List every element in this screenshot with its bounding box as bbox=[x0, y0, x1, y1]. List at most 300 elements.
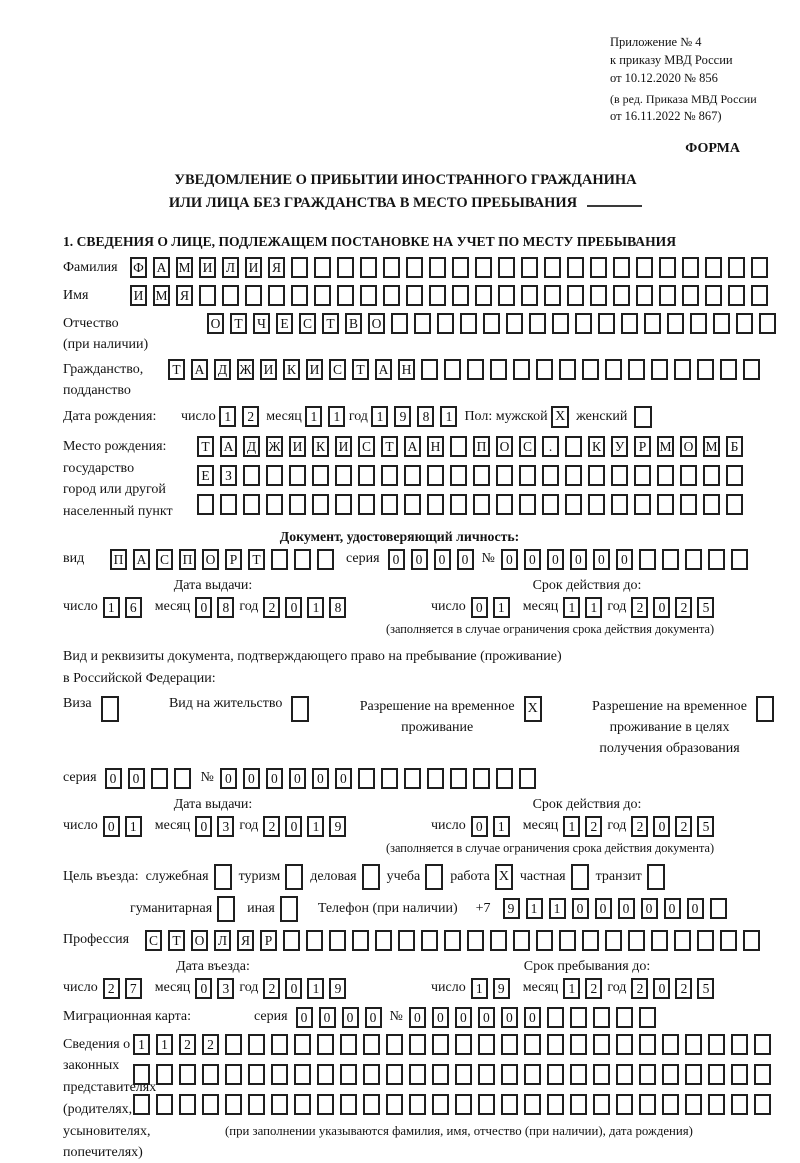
char-cell[interactable] bbox=[294, 549, 311, 570]
char-cell[interactable]: Д bbox=[214, 359, 231, 380]
char-cell[interactable] bbox=[151, 768, 168, 789]
char-cell[interactable] bbox=[335, 465, 352, 486]
char-cell[interactable]: 0 bbox=[687, 898, 704, 919]
char-cell[interactable]: 0 bbox=[285, 597, 302, 618]
char-cell[interactable] bbox=[294, 1094, 311, 1115]
char-cell[interactable] bbox=[524, 1034, 541, 1055]
char-cell[interactable] bbox=[588, 494, 605, 515]
char-cell[interactable]: Т bbox=[248, 549, 265, 570]
char-cell[interactable]: 0 bbox=[471, 597, 488, 618]
char-cell[interactable]: М bbox=[153, 285, 170, 306]
char-cell[interactable] bbox=[427, 465, 444, 486]
char-cell[interactable] bbox=[248, 1064, 265, 1085]
char-cell[interactable]: 0 bbox=[285, 978, 302, 999]
char-cell[interactable] bbox=[483, 313, 500, 334]
char-cell[interactable] bbox=[363, 1064, 380, 1085]
char-cell[interactable] bbox=[634, 465, 651, 486]
char-cell[interactable]: Т bbox=[352, 359, 369, 380]
char-cell[interactable] bbox=[450, 436, 467, 457]
char-cell[interactable]: 0 bbox=[289, 768, 306, 789]
char-cell[interactable]: 1 bbox=[585, 597, 602, 618]
char-cell[interactable] bbox=[271, 1034, 288, 1055]
char-cell[interactable] bbox=[588, 465, 605, 486]
char-cell[interactable]: 0 bbox=[434, 549, 451, 570]
char-cell[interactable] bbox=[547, 1094, 564, 1115]
char-cell[interactable] bbox=[437, 313, 454, 334]
char-cell[interactable] bbox=[674, 930, 691, 951]
char-cell[interactable]: 8 bbox=[329, 597, 346, 618]
char-cell[interactable] bbox=[383, 257, 400, 278]
char-cell[interactable]: 0 bbox=[285, 816, 302, 837]
char-cell[interactable] bbox=[751, 257, 768, 278]
char-cell[interactable]: 0 bbox=[342, 1007, 359, 1028]
char-cell[interactable]: 0 bbox=[616, 549, 633, 570]
char-cell[interactable]: Е bbox=[197, 465, 214, 486]
char-cell[interactable] bbox=[473, 768, 490, 789]
char-cell[interactable] bbox=[575, 313, 592, 334]
char-cell[interactable] bbox=[179, 1094, 196, 1115]
char-cell[interactable]: 5 bbox=[697, 978, 714, 999]
char-cell[interactable]: 2 bbox=[103, 978, 120, 999]
char-cell[interactable] bbox=[621, 313, 638, 334]
char-cell[interactable] bbox=[565, 436, 582, 457]
char-cell[interactable]: 0 bbox=[409, 1007, 426, 1028]
char-cell[interactable] bbox=[743, 359, 760, 380]
char-cell[interactable]: А bbox=[191, 359, 208, 380]
char-cell[interactable] bbox=[708, 549, 725, 570]
char-cell[interactable] bbox=[697, 359, 714, 380]
char-cell[interactable]: С bbox=[145, 930, 162, 951]
char-cell[interactable] bbox=[363, 1094, 380, 1115]
char-cell[interactable]: Н bbox=[427, 436, 444, 457]
char-cell[interactable]: А bbox=[153, 257, 170, 278]
char-cell[interactable] bbox=[662, 1094, 679, 1115]
char-cell[interactable]: . bbox=[542, 436, 559, 457]
char-cell[interactable] bbox=[636, 257, 653, 278]
char-cell[interactable] bbox=[248, 1034, 265, 1055]
char-cell[interactable]: Б bbox=[726, 436, 743, 457]
char-cell[interactable]: 0 bbox=[335, 768, 352, 789]
char-cell[interactable]: К bbox=[312, 436, 329, 457]
char-cell[interactable]: 1 bbox=[493, 816, 510, 837]
char-cell[interactable] bbox=[685, 1034, 702, 1055]
char-cell[interactable]: 1 bbox=[307, 978, 324, 999]
char-cell[interactable] bbox=[317, 1064, 334, 1085]
char-cell[interactable]: 2 bbox=[263, 978, 280, 999]
char-cell[interactable] bbox=[697, 930, 714, 951]
char-cell[interactable]: Т bbox=[322, 313, 339, 334]
sex-female-checkbox[interactable] bbox=[634, 406, 652, 428]
char-cell[interactable] bbox=[605, 359, 622, 380]
char-cell[interactable]: 0 bbox=[432, 1007, 449, 1028]
char-cell[interactable] bbox=[506, 313, 523, 334]
char-cell[interactable] bbox=[421, 930, 438, 951]
char-cell[interactable]: 0 bbox=[471, 816, 488, 837]
char-cell[interactable]: С bbox=[329, 359, 346, 380]
char-cell[interactable] bbox=[685, 1094, 702, 1115]
char-cell[interactable] bbox=[475, 257, 492, 278]
char-cell[interactable] bbox=[473, 465, 490, 486]
char-cell[interactable]: 7 bbox=[125, 978, 142, 999]
char-cell[interactable]: О bbox=[680, 436, 697, 457]
char-cell[interactable]: 0 bbox=[653, 816, 670, 837]
purpose-business-checkbox[interactable] bbox=[362, 864, 380, 890]
char-cell[interactable] bbox=[728, 257, 745, 278]
char-cell[interactable]: 9 bbox=[329, 978, 346, 999]
char-cell[interactable] bbox=[710, 898, 727, 919]
char-cell[interactable] bbox=[450, 494, 467, 515]
char-cell[interactable] bbox=[634, 494, 651, 515]
char-cell[interactable] bbox=[179, 1064, 196, 1085]
char-cell[interactable] bbox=[536, 930, 553, 951]
char-cell[interactable] bbox=[243, 465, 260, 486]
char-cell[interactable]: 3 bbox=[217, 816, 234, 837]
char-cell[interactable] bbox=[524, 1064, 541, 1085]
char-cell[interactable] bbox=[335, 494, 352, 515]
char-cell[interactable] bbox=[197, 494, 214, 515]
char-cell[interactable]: Я bbox=[176, 285, 193, 306]
char-cell[interactable]: 1 bbox=[125, 816, 142, 837]
char-cell[interactable]: 0 bbox=[319, 1007, 336, 1028]
char-cell[interactable] bbox=[513, 930, 530, 951]
temp-residence-checkbox[interactable]: X bbox=[524, 696, 542, 722]
char-cell[interactable]: 1 bbox=[219, 406, 236, 427]
char-cell[interactable]: В bbox=[345, 313, 362, 334]
char-cell[interactable] bbox=[406, 285, 423, 306]
char-cell[interactable] bbox=[391, 313, 408, 334]
char-cell[interactable] bbox=[220, 494, 237, 515]
char-cell[interactable] bbox=[271, 549, 288, 570]
char-cell[interactable] bbox=[736, 313, 753, 334]
char-cell[interactable] bbox=[685, 1064, 702, 1085]
char-cell[interactable] bbox=[381, 494, 398, 515]
char-cell[interactable] bbox=[225, 1064, 242, 1085]
char-cell[interactable] bbox=[570, 1034, 587, 1055]
char-cell[interactable] bbox=[662, 1034, 679, 1055]
char-cell[interactable] bbox=[524, 1094, 541, 1115]
char-cell[interactable]: Т bbox=[168, 359, 185, 380]
char-cell[interactable] bbox=[616, 1094, 633, 1115]
char-cell[interactable]: 1 bbox=[440, 406, 457, 427]
char-cell[interactable]: 0 bbox=[457, 549, 474, 570]
char-cell[interactable] bbox=[429, 285, 446, 306]
char-cell[interactable] bbox=[360, 285, 377, 306]
char-cell[interactable]: 9 bbox=[329, 816, 346, 837]
char-cell[interactable] bbox=[731, 1064, 748, 1085]
char-cell[interactable] bbox=[289, 494, 306, 515]
char-cell[interactable]: 1 bbox=[307, 597, 324, 618]
char-cell[interactable] bbox=[547, 1034, 564, 1055]
char-cell[interactable]: 0 bbox=[524, 1007, 541, 1028]
char-cell[interactable]: И bbox=[335, 436, 352, 457]
char-cell[interactable] bbox=[245, 285, 262, 306]
char-cell[interactable] bbox=[501, 1094, 518, 1115]
char-cell[interactable]: 1 bbox=[563, 816, 580, 837]
char-cell[interactable]: 2 bbox=[263, 597, 280, 618]
char-cell[interactable] bbox=[450, 465, 467, 486]
char-cell[interactable] bbox=[317, 549, 334, 570]
char-cell[interactable] bbox=[598, 313, 615, 334]
char-cell[interactable] bbox=[312, 494, 329, 515]
char-cell[interactable] bbox=[567, 257, 584, 278]
char-cell[interactable]: 0 bbox=[653, 978, 670, 999]
char-cell[interactable] bbox=[271, 1064, 288, 1085]
char-cell[interactable]: 6 bbox=[125, 597, 142, 618]
char-cell[interactable] bbox=[291, 257, 308, 278]
char-cell[interactable] bbox=[314, 285, 331, 306]
char-cell[interactable] bbox=[639, 1007, 656, 1028]
char-cell[interactable]: Р bbox=[634, 436, 651, 457]
char-cell[interactable] bbox=[682, 257, 699, 278]
char-cell[interactable]: 0 bbox=[365, 1007, 382, 1028]
char-cell[interactable]: 0 bbox=[312, 768, 329, 789]
char-cell[interactable] bbox=[383, 285, 400, 306]
char-cell[interactable]: З bbox=[220, 465, 237, 486]
char-cell[interactable]: 0 bbox=[220, 768, 237, 789]
char-cell[interactable]: Р bbox=[260, 930, 277, 951]
char-cell[interactable] bbox=[490, 359, 507, 380]
char-cell[interactable]: 2 bbox=[263, 816, 280, 837]
char-cell[interactable] bbox=[360, 257, 377, 278]
char-cell[interactable] bbox=[427, 768, 444, 789]
char-cell[interactable] bbox=[225, 1094, 242, 1115]
char-cell[interactable] bbox=[381, 465, 398, 486]
char-cell[interactable]: 2 bbox=[631, 597, 648, 618]
char-cell[interactable] bbox=[317, 1094, 334, 1115]
char-cell[interactable]: 1 bbox=[563, 978, 580, 999]
char-cell[interactable] bbox=[467, 359, 484, 380]
char-cell[interactable] bbox=[174, 768, 191, 789]
char-cell[interactable]: А bbox=[220, 436, 237, 457]
purpose-other-checkbox[interactable] bbox=[280, 896, 298, 922]
char-cell[interactable] bbox=[358, 494, 375, 515]
char-cell[interactable]: 1 bbox=[328, 406, 345, 427]
char-cell[interactable]: 2 bbox=[675, 978, 692, 999]
char-cell[interactable] bbox=[639, 1094, 656, 1115]
char-cell[interactable] bbox=[381, 768, 398, 789]
char-cell[interactable] bbox=[590, 257, 607, 278]
char-cell[interactable] bbox=[662, 549, 679, 570]
char-cell[interactable] bbox=[639, 1034, 656, 1055]
char-cell[interactable]: 1 bbox=[305, 406, 322, 427]
char-cell[interactable] bbox=[720, 359, 737, 380]
char-cell[interactable]: Н bbox=[398, 359, 415, 380]
char-cell[interactable] bbox=[731, 549, 748, 570]
char-cell[interactable] bbox=[519, 465, 536, 486]
char-cell[interactable] bbox=[243, 494, 260, 515]
char-cell[interactable]: 0 bbox=[547, 549, 564, 570]
char-cell[interactable] bbox=[542, 465, 559, 486]
char-cell[interactable]: С bbox=[358, 436, 375, 457]
char-cell[interactable]: П bbox=[110, 549, 127, 570]
char-cell[interactable] bbox=[314, 257, 331, 278]
char-cell[interactable] bbox=[605, 930, 622, 951]
char-cell[interactable]: 1 bbox=[526, 898, 543, 919]
char-cell[interactable] bbox=[409, 1094, 426, 1115]
char-cell[interactable]: М bbox=[176, 257, 193, 278]
char-cell[interactable]: 2 bbox=[179, 1034, 196, 1055]
char-cell[interactable]: 0 bbox=[524, 549, 541, 570]
char-cell[interactable] bbox=[613, 257, 630, 278]
char-cell[interactable]: И bbox=[260, 359, 277, 380]
char-cell[interactable]: 8 bbox=[217, 597, 234, 618]
char-cell[interactable] bbox=[713, 313, 730, 334]
char-cell[interactable]: С bbox=[156, 549, 173, 570]
char-cell[interactable]: 2 bbox=[202, 1034, 219, 1055]
char-cell[interactable] bbox=[266, 465, 283, 486]
char-cell[interactable] bbox=[133, 1064, 150, 1085]
char-cell[interactable] bbox=[674, 359, 691, 380]
char-cell[interactable]: 2 bbox=[242, 406, 259, 427]
char-cell[interactable] bbox=[202, 1094, 219, 1115]
char-cell[interactable] bbox=[225, 1034, 242, 1055]
visa-checkbox[interactable] bbox=[101, 696, 119, 722]
char-cell[interactable] bbox=[409, 1064, 426, 1085]
char-cell[interactable]: Я bbox=[237, 930, 254, 951]
char-cell[interactable]: С bbox=[519, 436, 536, 457]
char-cell[interactable] bbox=[705, 285, 722, 306]
char-cell[interactable] bbox=[529, 313, 546, 334]
char-cell[interactable] bbox=[501, 1034, 518, 1055]
char-cell[interactable]: 0 bbox=[572, 898, 589, 919]
char-cell[interactable]: К bbox=[283, 359, 300, 380]
char-cell[interactable] bbox=[726, 494, 743, 515]
char-cell[interactable] bbox=[478, 1094, 495, 1115]
char-cell[interactable]: Ф bbox=[130, 257, 147, 278]
char-cell[interactable] bbox=[657, 494, 674, 515]
purpose-transit-checkbox[interactable] bbox=[647, 864, 665, 890]
char-cell[interactable] bbox=[611, 494, 628, 515]
char-cell[interactable]: 5 bbox=[697, 816, 714, 837]
char-cell[interactable] bbox=[271, 1094, 288, 1115]
char-cell[interactable] bbox=[455, 1094, 472, 1115]
char-cell[interactable] bbox=[685, 549, 702, 570]
char-cell[interactable]: 2 bbox=[631, 978, 648, 999]
char-cell[interactable] bbox=[754, 1034, 771, 1055]
char-cell[interactable] bbox=[268, 285, 285, 306]
char-cell[interactable] bbox=[490, 930, 507, 951]
char-cell[interactable]: Т bbox=[168, 930, 185, 951]
char-cell[interactable]: Л bbox=[214, 930, 231, 951]
char-cell[interactable] bbox=[662, 1064, 679, 1085]
char-cell[interactable]: И bbox=[289, 436, 306, 457]
char-cell[interactable] bbox=[559, 359, 576, 380]
char-cell[interactable] bbox=[570, 1064, 587, 1085]
char-cell[interactable] bbox=[444, 359, 461, 380]
char-cell[interactable] bbox=[513, 359, 530, 380]
char-cell[interactable]: 2 bbox=[585, 978, 602, 999]
char-cell[interactable]: 0 bbox=[195, 978, 212, 999]
char-cell[interactable]: М bbox=[657, 436, 674, 457]
char-cell[interactable]: 1 bbox=[493, 597, 510, 618]
char-cell[interactable] bbox=[452, 257, 469, 278]
char-cell[interactable] bbox=[429, 257, 446, 278]
char-cell[interactable] bbox=[544, 285, 561, 306]
char-cell[interactable] bbox=[582, 359, 599, 380]
char-cell[interactable] bbox=[519, 494, 536, 515]
char-cell[interactable] bbox=[133, 1094, 150, 1115]
char-cell[interactable] bbox=[519, 768, 536, 789]
char-cell[interactable]: И bbox=[130, 285, 147, 306]
char-cell[interactable] bbox=[703, 494, 720, 515]
char-cell[interactable] bbox=[455, 1034, 472, 1055]
char-cell[interactable]: 0 bbox=[593, 549, 610, 570]
char-cell[interactable]: 8 bbox=[417, 406, 434, 427]
char-cell[interactable] bbox=[404, 494, 421, 515]
char-cell[interactable] bbox=[340, 1094, 357, 1115]
char-cell[interactable]: 0 bbox=[501, 549, 518, 570]
char-cell[interactable] bbox=[386, 1034, 403, 1055]
char-cell[interactable] bbox=[363, 1034, 380, 1055]
char-cell[interactable]: П bbox=[179, 549, 196, 570]
char-cell[interactable]: 0 bbox=[128, 768, 145, 789]
char-cell[interactable] bbox=[404, 465, 421, 486]
char-cell[interactable]: 9 bbox=[394, 406, 411, 427]
char-cell[interactable]: 1 bbox=[103, 597, 120, 618]
char-cell[interactable]: 1 bbox=[563, 597, 580, 618]
char-cell[interactable] bbox=[544, 257, 561, 278]
char-cell[interactable] bbox=[283, 930, 300, 951]
char-cell[interactable]: И bbox=[306, 359, 323, 380]
char-cell[interactable] bbox=[460, 313, 477, 334]
char-cell[interactable] bbox=[498, 285, 515, 306]
char-cell[interactable]: Е bbox=[276, 313, 293, 334]
char-cell[interactable]: 0 bbox=[243, 768, 260, 789]
char-cell[interactable] bbox=[705, 257, 722, 278]
char-cell[interactable] bbox=[731, 1094, 748, 1115]
char-cell[interactable]: 0 bbox=[595, 898, 612, 919]
char-cell[interactable] bbox=[651, 930, 668, 951]
char-cell[interactable] bbox=[708, 1034, 725, 1055]
char-cell[interactable]: А bbox=[404, 436, 421, 457]
char-cell[interactable]: 9 bbox=[493, 978, 510, 999]
char-cell[interactable] bbox=[358, 465, 375, 486]
char-cell[interactable] bbox=[340, 1064, 357, 1085]
char-cell[interactable]: О bbox=[202, 549, 219, 570]
char-cell[interactable] bbox=[352, 930, 369, 951]
char-cell[interactable] bbox=[682, 285, 699, 306]
char-cell[interactable] bbox=[414, 313, 431, 334]
char-cell[interactable] bbox=[559, 930, 576, 951]
char-cell[interactable] bbox=[444, 930, 461, 951]
char-cell[interactable] bbox=[593, 1094, 610, 1115]
residence-permit-checkbox[interactable] bbox=[291, 696, 309, 722]
char-cell[interactable] bbox=[375, 930, 392, 951]
char-cell[interactable] bbox=[406, 257, 423, 278]
char-cell[interactable] bbox=[639, 1064, 656, 1085]
char-cell[interactable]: Ж bbox=[237, 359, 254, 380]
char-cell[interactable]: О bbox=[496, 436, 513, 457]
char-cell[interactable]: 0 bbox=[296, 1007, 313, 1028]
char-cell[interactable] bbox=[432, 1064, 449, 1085]
char-cell[interactable]: Я bbox=[268, 257, 285, 278]
char-cell[interactable] bbox=[565, 494, 582, 515]
purpose-official-checkbox[interactable] bbox=[214, 864, 232, 890]
char-cell[interactable]: 0 bbox=[455, 1007, 472, 1028]
char-cell[interactable] bbox=[565, 465, 582, 486]
char-cell[interactable] bbox=[450, 768, 467, 789]
char-cell[interactable]: 0 bbox=[103, 816, 120, 837]
char-cell[interactable] bbox=[636, 285, 653, 306]
char-cell[interactable]: О bbox=[368, 313, 385, 334]
char-cell[interactable] bbox=[202, 1064, 219, 1085]
char-cell[interactable] bbox=[294, 1034, 311, 1055]
char-cell[interactable]: О bbox=[207, 313, 224, 334]
char-cell[interactable] bbox=[156, 1094, 173, 1115]
purpose-study-checkbox[interactable] bbox=[425, 864, 443, 890]
char-cell[interactable] bbox=[222, 285, 239, 306]
char-cell[interactable] bbox=[644, 313, 661, 334]
